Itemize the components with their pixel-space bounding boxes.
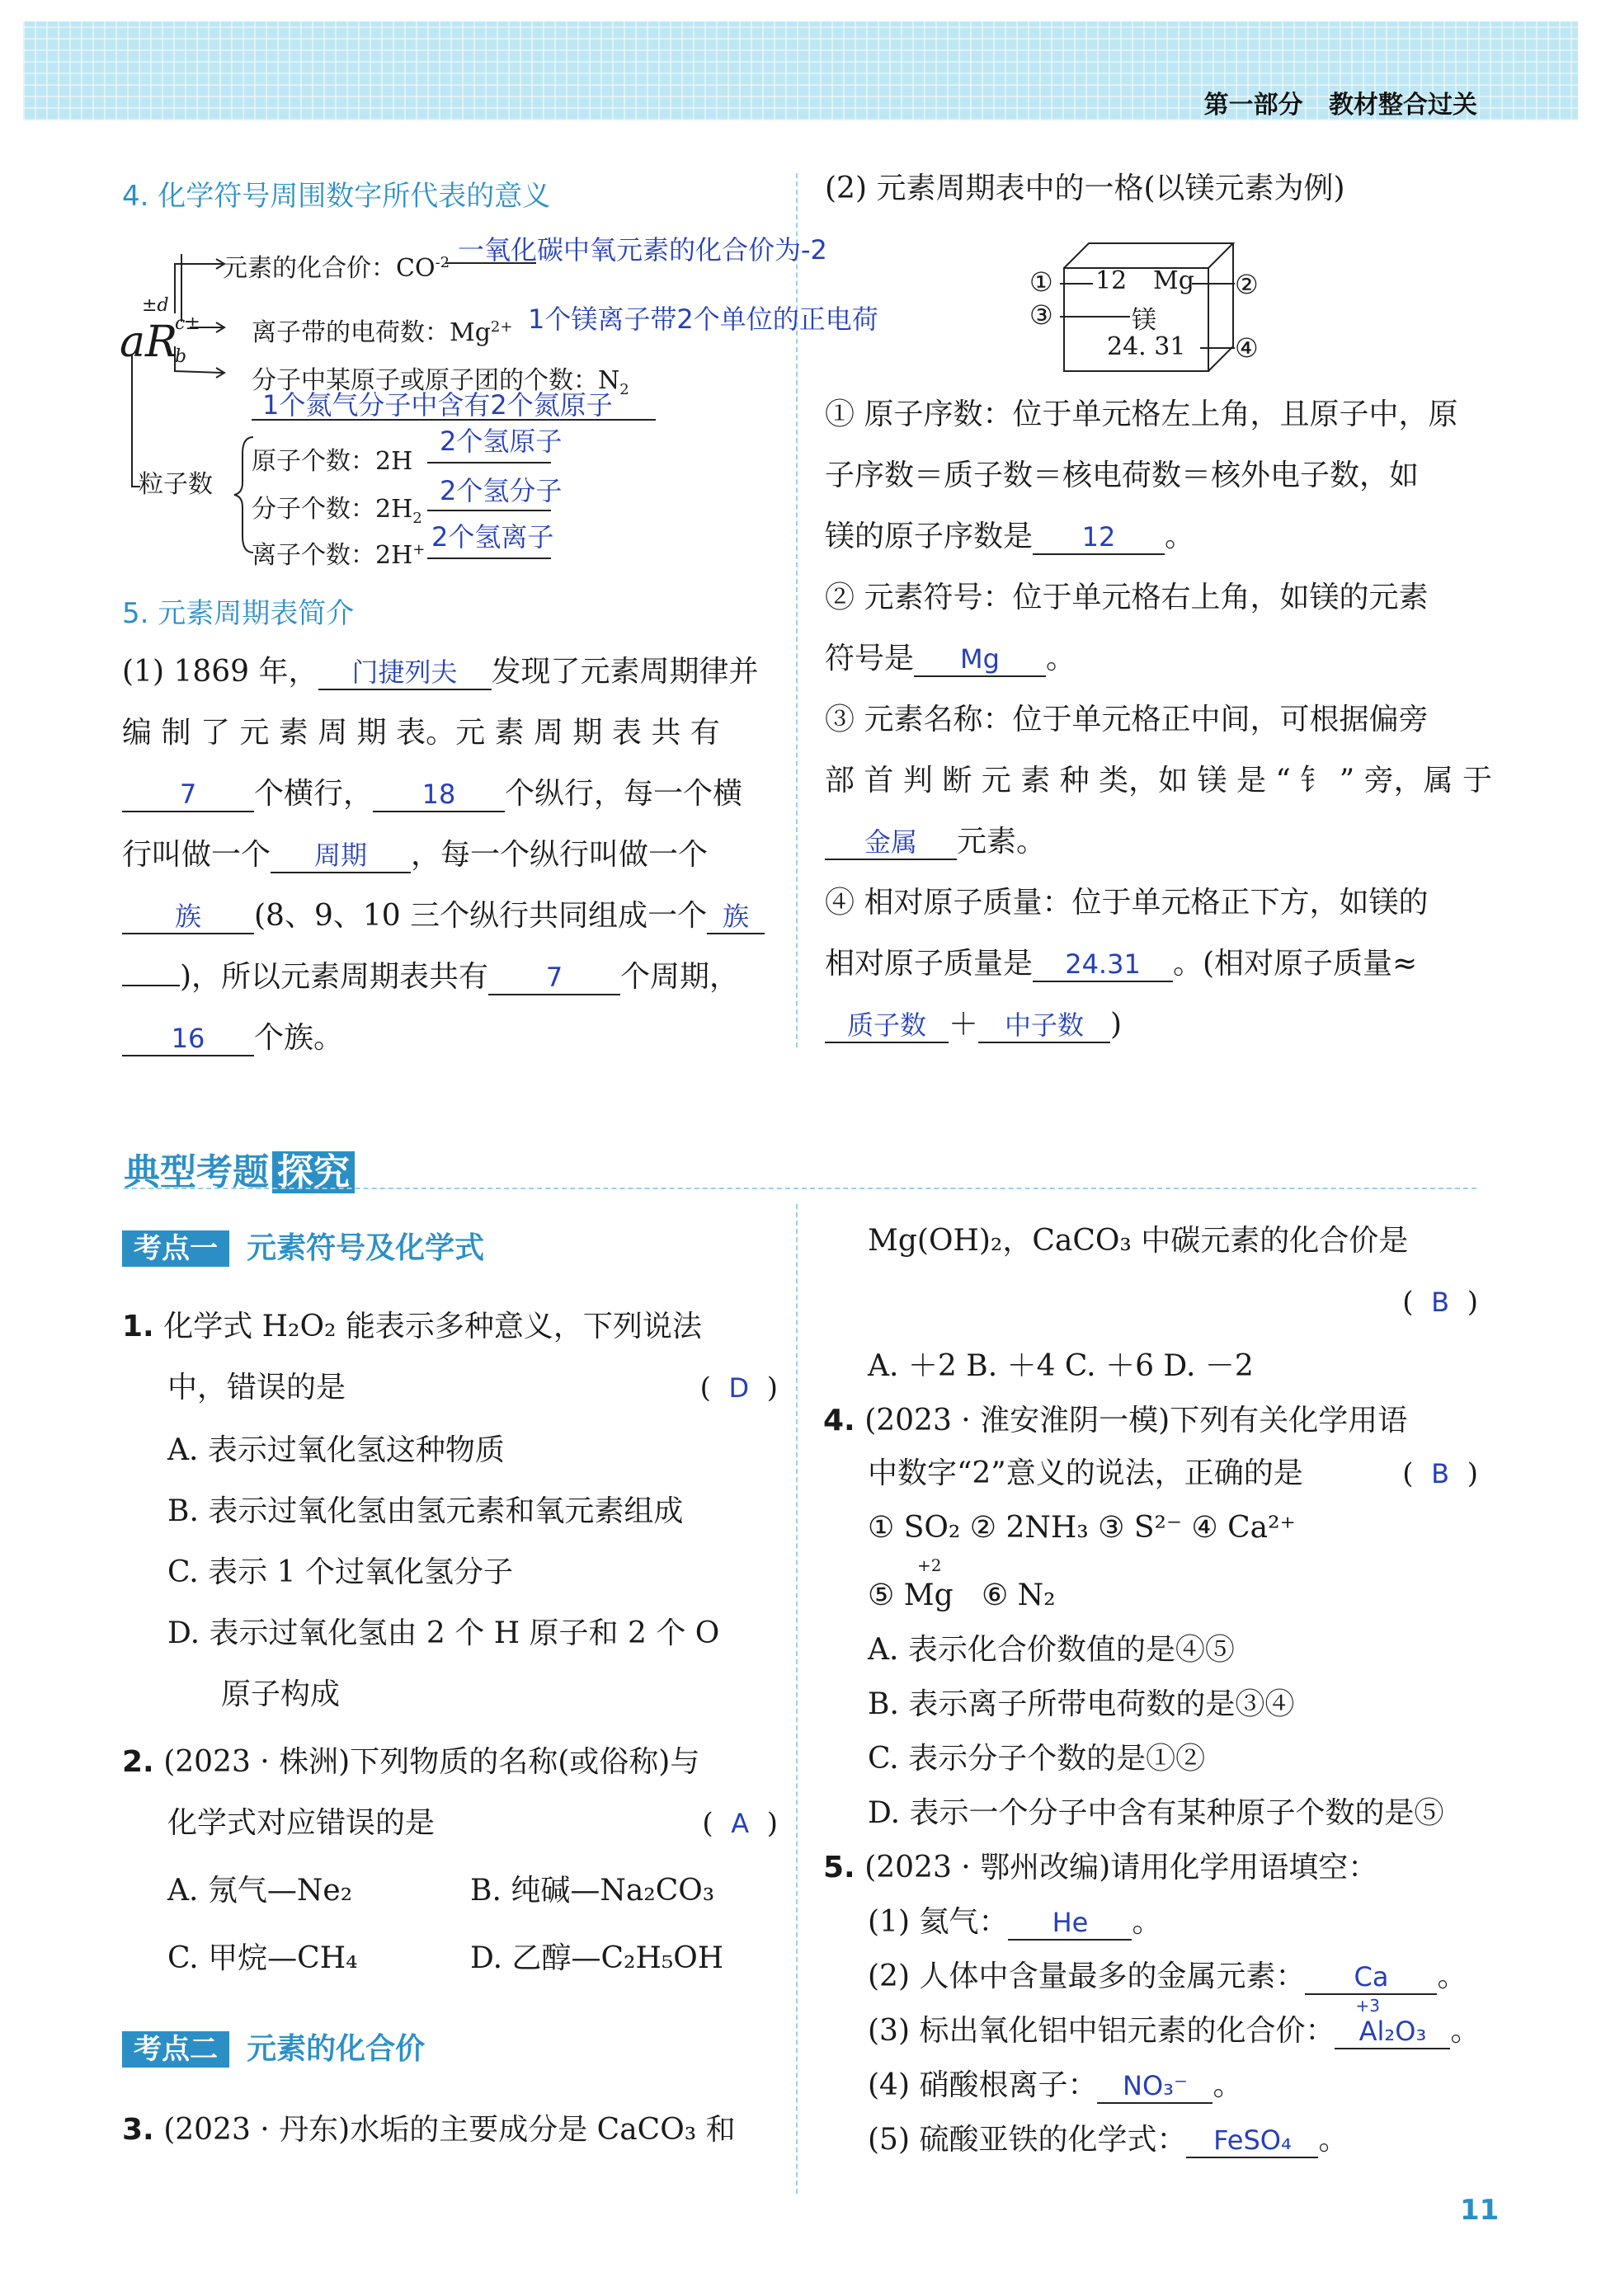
ion-charge-label: 离子带的电荷数：$Mg^{2+}$	[252, 318, 513, 347]
q4-item5-valence: +2	[917, 1555, 942, 1575]
q1-stem-2: 中，错误的是 ( D )	[167, 1371, 778, 1404]
symbol-sub-b: b	[175, 346, 187, 367]
q2-option-d: D. 乙醇—C₂H₅OH	[470, 1941, 724, 1975]
ion-count-answer: 2个氢离子	[431, 521, 554, 553]
section-title-highlight: 探究	[272, 1151, 355, 1193]
q1-option-b: B. 表示过氧化氢由氢元素和氧元素组成	[167, 1494, 684, 1528]
section-title-main: 典型考题	[124, 1151, 269, 1193]
circle-1: ①	[1029, 266, 1053, 298]
valence-answer: 一氧化碳中氧元素的化合价为-2	[458, 234, 827, 266]
symbol-sup-d: ±d	[142, 295, 169, 316]
q5-answer-5: FeSO₄	[1213, 2124, 1292, 2156]
q2-stem-1: 2. (2023 · 株洲)下列物质的名称(或俗称)与	[122, 1745, 700, 1779]
molecule-count-label: 分子个数：$2H_2$	[252, 495, 422, 527]
atomic-mass-line-2: 相对原子质量是 24.31 。(相对原子质量≈	[825, 947, 1418, 981]
periodic-intro-line-3: 7 个横行， 18 个纵行，每一个横	[122, 764, 742, 825]
q4-option-a: A. 表示化合价数值的是④⑤	[868, 1633, 1235, 1667]
periodic-intro-line-2: 编 制 了 元 素 周 期 表。元 素 周 期 表 共 有	[122, 716, 720, 750]
q5-sub-3: (3) 标出氧化铝中铝元素的化合价： +3 Al₂O₃ 。	[868, 1996, 1481, 2048]
periodic-intro-line-5: 族 (8、9、10 三个纵行共同组成一个 族	[122, 886, 765, 947]
atoms-in-molecule-answer: 1个氮气分子中含有2个氮原子	[262, 389, 613, 421]
valence-label: 元素的化合价：$CO^{-2}$	[223, 254, 450, 283]
q3-answer-line: ( B )	[1402, 1286, 1478, 1319]
answer-periods: 7	[545, 962, 563, 993]
answer-element-symbol: Mg	[960, 643, 1000, 675]
q5-answer-3: Al₂O₃	[1358, 2016, 1427, 2047]
answer-neutrons: 中子数	[1005, 1009, 1085, 1041]
header-subtitle: 教材整合过关	[1329, 91, 1477, 120]
q1-option-d-2: 原子构成	[221, 1677, 341, 1711]
element-name-line-2: 部 首 判 断 元 素 种 类，如 镁 是 “ 钅 ” 旁，属 于	[825, 764, 1493, 797]
topic-2-tag: 考点二	[122, 2031, 229, 2068]
page-number: 11	[1460, 2194, 1500, 2227]
q4-stem-1: 4. (2023 · 淮安淮阴一模)下列有关化学用语	[823, 1404, 1408, 1437]
q3-stem-1: 3. (2023 · 丹东)水垢的主要成分是 CaCO₃ 和	[122, 2113, 736, 2147]
atom-count-answer: 2个氢原子	[440, 426, 563, 457]
atomic-number-line-2: 子序数＝质子数＝核电荷数＝核外电子数，如	[825, 459, 1420, 492]
answer-rows: 7	[179, 779, 197, 810]
answer-atomic-number: 12	[1081, 521, 1116, 553]
q5-answer-2: Ca	[1354, 1961, 1389, 1993]
particle-label: 粒子数	[139, 470, 213, 499]
q2-answer: A	[731, 1808, 750, 1839]
answer-group: 族	[174, 901, 201, 932]
ion-charge-answer: 1个镁离子带2个单位的正电荷	[528, 303, 878, 335]
cell-name: 镁	[1132, 306, 1156, 335]
element-name-line-1: ③ 元素名称：位于单元格正中间，可根据偏旁	[825, 703, 1429, 736]
cell-number: 12	[1095, 266, 1128, 295]
q5-sub-1: (1) 氦气： He 。	[868, 1905, 1162, 1939]
section-rule	[124, 1188, 1476, 1189]
header-section: 第一部分	[1203, 91, 1303, 120]
q1-stem-1: 1. 化学式 H₂O₂ 能表示多种意义，下列说法	[122, 1310, 702, 1343]
molecule-count-blank	[427, 510, 551, 511]
answer-period: 周期	[314, 840, 368, 871]
atom-count-label: 原子个数：2H	[252, 447, 413, 476]
ion-count-blank	[427, 558, 551, 559]
answer-columns: 18	[421, 779, 456, 810]
symbol-sup-c: c±	[175, 313, 200, 334]
atomic-mass-line-1: ④ 相对原子质量：位于单元格正下方，如镁的	[825, 886, 1429, 920]
q5-sub-4: (4) 硝酸根离子： NO₃⁻ 。	[868, 2068, 1243, 2102]
q5-answer-1: He	[1052, 1907, 1089, 1938]
q1-option-c: C. 表示 1 个过氧化氢分子	[167, 1555, 513, 1589]
periodic-intro-line-4: 行叫做一个 周期 ，每一个纵行叫做一个	[122, 838, 709, 872]
q5-answer-3-valence: +3	[1355, 1996, 1380, 2016]
circle-3: ③	[1029, 299, 1053, 331]
periodic-intro-line-7: 16 个族。	[122, 1008, 343, 1069]
q1-option-d-1: D. 表示过氧化氢由 2 个 H 原子和 2 个 O	[167, 1616, 720, 1650]
element-symbol-line-2: 符号是 Mg 。	[825, 642, 1076, 675]
element-symbol-line-1: ② 元素符号：位于单元格右上角，如镁的元素	[825, 581, 1429, 614]
q5-sub-2: (2) 人体中含量最多的金属元素： Ca 。	[868, 1960, 1467, 1993]
q4-option-d: D. 表示一个分子中含有某种原子个数的是⑤	[868, 1796, 1444, 1830]
circle-2: ②	[1235, 269, 1259, 300]
atoms-in-molecule-label: 分子中某原子或原子团的个数：$N_2$	[252, 366, 629, 398]
q4-option-c: C. 表示分子个数的是①②	[868, 1742, 1206, 1776]
topic-2-title: 元素的化合价	[247, 2032, 426, 2066]
topic-2-header	[122, 2025, 425, 2068]
q1-option-a: A. 表示过氧化氢这种物质	[167, 1433, 505, 1467]
element-symbol: aR	[120, 318, 178, 367]
q3-stem-2: Mg(OH)₂，CaCO₃ 中碳元素的化合价是	[868, 1224, 1409, 1258]
answer-mendeleev: 门捷列夫	[351, 656, 458, 688]
column-divider-bottom	[796, 1204, 798, 2194]
q2-option-c: C. 甲烷—CH₄	[167, 1941, 358, 1975]
topic-1-tag: 考点一	[122, 1230, 229, 1267]
answer-metal: 金属	[864, 826, 917, 858]
topic-1-title: 元素符号及化学式	[247, 1231, 485, 1265]
q4-items-1: ① SO₂ ② 2NH₃ ③ S²⁻ ④ Ca²⁺	[868, 1511, 1296, 1545]
answer-protons: 质子数	[846, 1009, 926, 1041]
heading-4: 4. 化学符号周围数字所代表的意义	[122, 180, 551, 213]
q1-answer: D	[728, 1372, 750, 1404]
cell-heading: (2) 元素周期表中的一格(以镁元素为例)	[825, 172, 1345, 205]
q4-option-b: B. 表示离子所带电荷数的是③④	[868, 1687, 1295, 1721]
periodic-intro-line-1: (1) 1869 年， 门捷列夫 发现了元素周期律并	[122, 655, 759, 689]
answer-groups: 16	[171, 1023, 205, 1054]
circle-leader-lines	[1060, 272, 1237, 351]
valence-blank	[445, 262, 536, 264]
atomic-number-line-1: ① 原子序数：位于单元格左上角，且原子中，原	[825, 398, 1458, 431]
q4-items-2: ⑤ Mg +2 ⑥ N₂	[868, 1555, 1056, 1612]
atom-count-blank	[427, 462, 551, 463]
q2-option-a: A. 氖气—Ne₂	[167, 1874, 353, 1908]
q5-sub-5: (5) 硫酸亚铁的化学式： FeSO₄ 。	[868, 2123, 1349, 2157]
q3-options: A. ＋2 B. ＋4 C. ＋6 D. －2	[868, 1349, 1254, 1383]
heading-5: 5. 元素周期表简介	[122, 597, 355, 630]
atomic-mass-line-3: 质子数 ＋ 中子数 )	[825, 995, 1122, 1056]
q4-stem-2: 中数字“2”意义的说法，正确的是 ( B )	[868, 1456, 1478, 1490]
header-title	[1204, 84, 1477, 120]
molecule-count-answer: 2个氢分子	[440, 475, 563, 506]
circle-4: ④	[1235, 332, 1259, 364]
topic-1-header	[122, 1225, 484, 1267]
q2-option-b: B. 纯碱—Na₂CO₃	[470, 1874, 715, 1908]
cell-mass: 24. 31	[1107, 332, 1186, 361]
ion-count-label: 离子个数：2H+	[252, 541, 426, 570]
q2-stem-2: 化学式对应错误的是 ( A )	[167, 1806, 778, 1840]
q4-answer: B	[1431, 1458, 1450, 1489]
q5-stem: 5. (2023 · 鄂州改编)请用化学用语填空：	[823, 1851, 1378, 1884]
cell-symbol: Mg	[1153, 266, 1194, 295]
element-name-line-3: 金属 元素。	[825, 812, 1046, 873]
atomic-number-line-3: 镁的原子序数是 12 。	[825, 520, 1195, 553]
periodic-intro-line-6: )，所以元素周期表共有 7 个周期，	[122, 947, 739, 1008]
q5-answer-4: NO₃⁻	[1123, 2070, 1188, 2101]
answer-group-2: 族	[723, 901, 750, 932]
answer-atomic-mass: 24.31	[1065, 948, 1141, 980]
q3-answer: B	[1431, 1287, 1450, 1318]
